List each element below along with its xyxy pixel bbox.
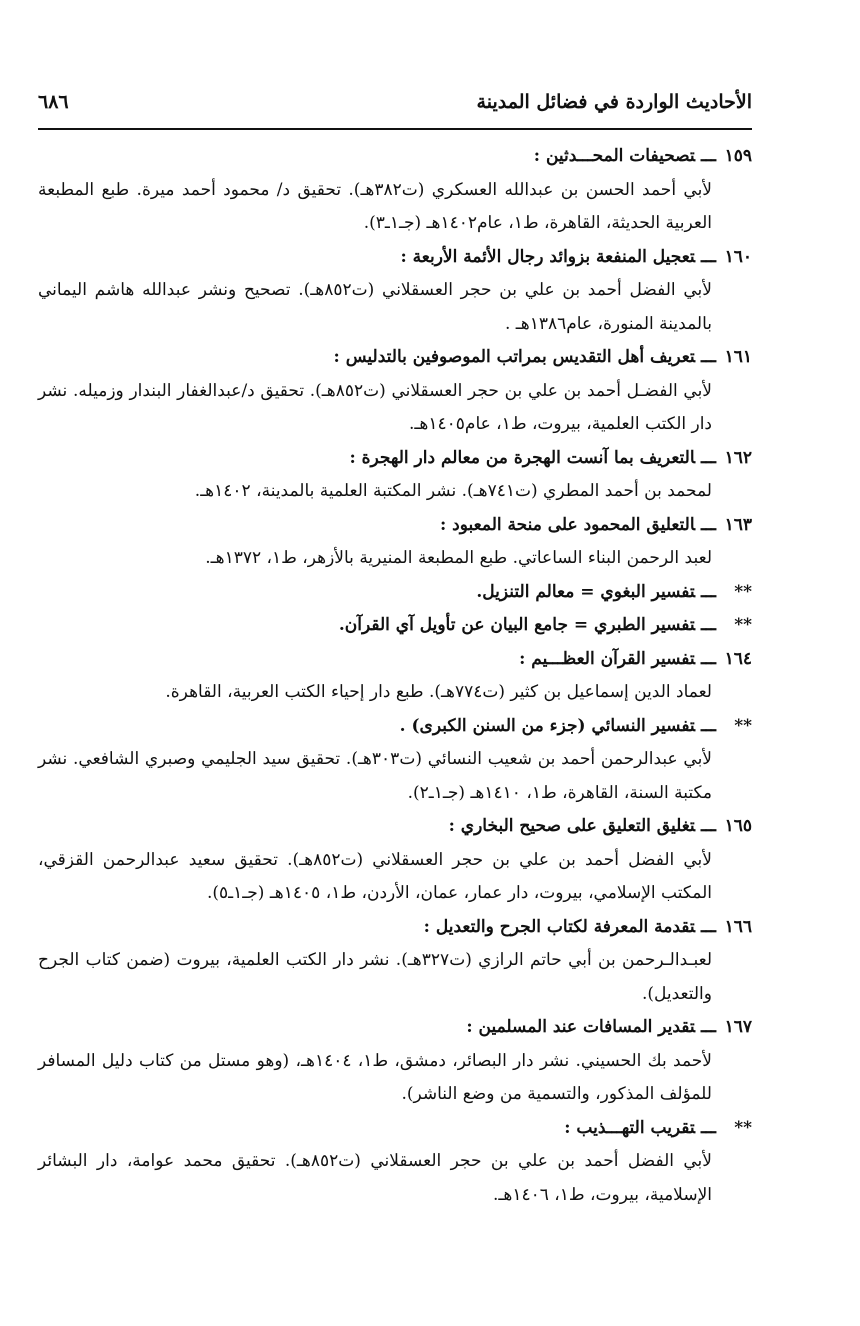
entry-body: لعبد الرحمن البناء الساعاتي. طبع المطبعة المنيرية بالأزهر، ط١، ١٣٧٢هـ.: [205, 548, 712, 568]
entry-dash: ـــ: [701, 916, 716, 937]
entry-title-text: تغليق التعليق على صحيح البخاري :: [448, 816, 696, 836]
entry-body: لمحمد بن أحمد المطري (ت٧٤١هـ). نشر المكتبة العلمية بالمدينة، ١٤٠٢هـ.: [194, 481, 712, 501]
entry-body: لأبي الفضـل أحمد بن علي بن حجر العسقلاني (ت٨٥٢هـ). تحقيق د/عبدالغفار البندار وزميله. نشر دار الكتب العلمية، بيروت، ط١، عام١٤٠٥هـ.: [38, 380, 713, 434]
entry-dash: ـــ: [701, 816, 716, 836]
entry-dash: ـــ: [701, 347, 716, 367]
entry-number: ١٥٩: [724, 146, 752, 166]
entry-title-text: تعريف أهل التقديس بمراتب الموصوفين بالتدليس :: [333, 347, 696, 367]
header-divider: [38, 128, 752, 130]
entry-title-text: تفسير البغوي = معالم التنزيل.: [476, 581, 696, 602]
entry-dash: ـــ: [701, 514, 716, 535]
entry-body: لأبي الفضل أحمد بن علي بن حجر العسقلاني (ت٨٥٢هـ). تحقيق محمد عوامة، دار البشائر الإسلامية، بيروت، ط١، ١٤٠٦هـ.: [38, 1151, 712, 1205]
entry-title: [38, 1011, 752, 1045]
entry-body: لأحمد بك الحسيني. نشر دار البصائر، دمشق، ط١، ١٤٠٤هـ، (وهو مستل من كتاب دليل المسافر للمؤلف المذكور، والتسمية من وضع الناشر).: [38, 1050, 713, 1104]
entry-title: [38, 576, 752, 610]
bibliography-list: [38, 140, 752, 1212]
entry-body: لأبي أحمد الحسن بن عبدالله العسكري (ت٣٨٢هـ). تحقيق د/ محمود أحمد ميرة. طبع المطبعة العربية الحديثة، القاهرة، ط١، عام١٤٠٢هـ (جـ١ـ٣).: [38, 179, 712, 233]
entry-title: [38, 509, 752, 543]
entry-dash: ـــ: [701, 615, 716, 635]
entry-body: لعماد الدين إسماعيل بن كثير (ت٧٧٤هـ). طبع دار إحياء الكتب العربية، القاهرة.: [165, 682, 712, 702]
entry-163: [38, 509, 752, 576]
entry-number: **: [734, 1117, 752, 1138]
entry-title-text: تقدمة المعرفة لكتاب الجرح والتعديل :: [423, 916, 696, 937]
entry-title-text: التعريف بما آنست الهجرة من معالم دار الهجرة :: [349, 447, 696, 468]
entry-cross-ref-baghawi: [38, 576, 752, 610]
entry-number: **: [734, 615, 752, 635]
entry-title-text: تفسير الطبري = جامع البيان عن تأويل آي القرآن.: [338, 615, 696, 635]
entry-number: ١٦٣: [724, 514, 752, 535]
entry-dash: ـــ: [701, 447, 716, 468]
entry-title: [38, 1112, 752, 1146]
entry-dash: ـــ: [701, 246, 716, 267]
page-header: [38, 82, 752, 122]
entry-dash: ـــ: [701, 648, 716, 669]
entry-dash: ـــ: [701, 146, 716, 166]
entry-title-text: تقدير المسافات عند المسلمين :: [466, 1017, 696, 1037]
entry-title: [38, 609, 752, 643]
entry-body: لعبـدالـرحمن بن أبي حاتم الرازي (ت٣٢٧هـ). نشر دار الكتب العلمية، بيروت (ضمن كتاب الجرح والتعديل).: [38, 950, 713, 1004]
entry-160: [38, 241, 752, 342]
entry-title: [38, 911, 752, 945]
entry-number: ١٦٤: [724, 648, 752, 669]
entry-number: **: [734, 715, 752, 736]
entry-title-text: تصحيفات المحـــدثين :: [533, 146, 696, 166]
entry-title: [38, 643, 752, 677]
entry-number: **: [734, 581, 752, 602]
entry-body: لأبي عبدالرحمن أحمد بن شعيب النسائي (ت٣٠٣هـ). تحقيق سيد الجليمي وصبري الشافعي. نشر مكتبة السنة، القاهرة، ط١، ١٤١٠هـ (جـ١ـ٢).: [38, 749, 712, 803]
entry-number: ١٦٦: [724, 916, 752, 937]
entry-dash: ـــ: [701, 715, 716, 736]
entry-title: [38, 810, 752, 844]
entry-title-text: تفسير النسائي (جزء من السنن الكبرى) .: [399, 715, 696, 736]
entry-taqrib: [38, 1112, 752, 1213]
entry-title-text: تقريب التهـــذيب :: [564, 1117, 696, 1138]
entry-title: [38, 341, 752, 375]
entry-title-text: تفسير القرآن العظـــيم :: [519, 648, 696, 669]
entry-dash: ـــ: [701, 1117, 716, 1138]
entry-164: [38, 643, 752, 710]
entry-title: [38, 140, 752, 174]
page-number: ٦٨٦: [38, 91, 69, 113]
entry-dash: ـــ: [701, 1017, 716, 1037]
entry-number: ١٦٧: [724, 1017, 752, 1037]
entry-nasai-tafsir: [38, 710, 752, 811]
entry-number: ١٦٠: [724, 246, 752, 267]
entry-165: [38, 810, 752, 911]
entry-number: ١٦٥: [724, 816, 752, 836]
entry-166: [38, 911, 752, 1012]
entry-title: [38, 241, 752, 275]
entry-162: [38, 442, 752, 509]
entry-body: لأبي الفضل أحمد بن علي بن حجر العسقلاني (ت٨٥٢هـ). تصحيح ونشر عبدالله هاشم اليماني بالمدينة المنورة، عام١٣٨٦هـ .: [38, 280, 712, 334]
entry-161: [38, 341, 752, 442]
entry-body: لأبي الفضل أحمد بن علي بن حجر العسقلاني (ت٨٥٢هـ). تحقيق سعيد عبدالرحمن القزقي، المكتب الإسلامي، بيروت، دار عمار، عمان، الأردن، ط١، ١٤٠٥هـ (جـ١ـ٥).: [38, 849, 712, 903]
running-title: الأحاديث الواردة في فضائل المدينة: [476, 91, 752, 113]
entry-cross-ref-tabari: [38, 609, 752, 643]
entry-number: ١٦١: [724, 347, 752, 367]
entry-dash: ـــ: [701, 581, 716, 602]
entry-159: [38, 140, 752, 241]
entry-number: ١٦٢: [724, 447, 752, 468]
entry-title: [38, 442, 752, 476]
entry-title-text: التعليق المحمود على منحة المعبود :: [439, 514, 696, 535]
entry-title: [38, 710, 752, 744]
entry-title-text: تعجيل المنفعة بزوائد رجال الأئمة الأربعة :: [400, 246, 696, 267]
entry-167: [38, 1011, 752, 1112]
